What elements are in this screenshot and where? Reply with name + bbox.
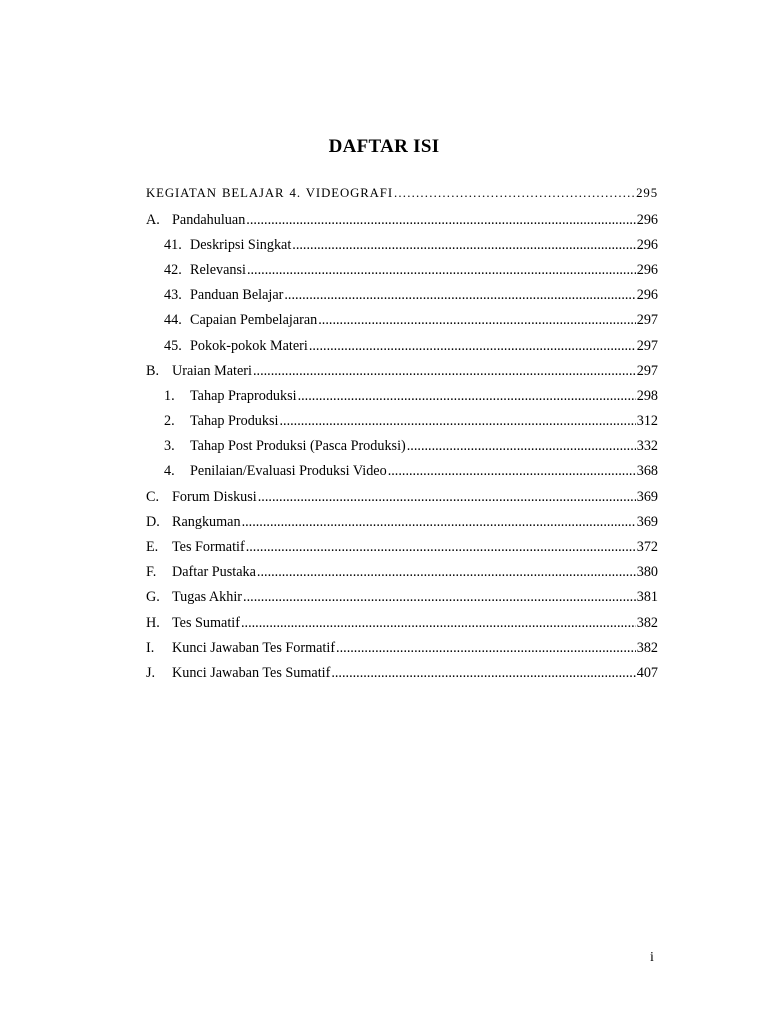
toc-entry-page: 382 bbox=[636, 639, 658, 656]
toc-entry-label: Panduan Belajar bbox=[190, 287, 284, 304]
toc-entry-number: J. bbox=[146, 664, 156, 681]
dot-leader bbox=[253, 363, 636, 380]
toc-entry-page: 296 bbox=[636, 211, 658, 228]
toc-entry[interactable] bbox=[146, 438, 658, 463]
toc-entry-label: Pokok-pokok Materi bbox=[190, 337, 308, 354]
toc-entry-number: 2. bbox=[164, 413, 175, 430]
dot-leader bbox=[257, 564, 636, 581]
toc-entry[interactable] bbox=[146, 212, 658, 237]
toc-entry-number: C. bbox=[146, 488, 160, 505]
toc-entry[interactable] bbox=[146, 615, 658, 640]
toc-entry-label: Kunci Jawaban Tes Formatif bbox=[172, 639, 336, 656]
toc-entry[interactable] bbox=[146, 665, 658, 690]
toc-entry-number: D. bbox=[146, 513, 160, 530]
toc-entry[interactable] bbox=[146, 489, 658, 514]
toc-entry[interactable] bbox=[146, 463, 658, 488]
dot-leader bbox=[258, 489, 636, 506]
toc-entry-number: E. bbox=[146, 539, 159, 556]
toc-entry[interactable] bbox=[146, 539, 658, 564]
toc-entry-number: 44. bbox=[164, 312, 182, 329]
toc-entry[interactable] bbox=[146, 388, 658, 413]
toc-entry-page: 296 bbox=[636, 261, 658, 278]
toc-entry-page: 382 bbox=[636, 614, 658, 631]
toc-entry-page: 368 bbox=[636, 463, 658, 480]
toc-entry[interactable] bbox=[146, 589, 658, 614]
dot-leader bbox=[336, 640, 636, 657]
toc-entry-number: 3. bbox=[164, 438, 175, 455]
toc-entry-page: 312 bbox=[636, 413, 658, 430]
toc-entry-page: 296 bbox=[636, 287, 658, 304]
toc-entry-page: 380 bbox=[636, 564, 658, 581]
toc-entry[interactable] bbox=[146, 564, 658, 589]
toc-entry-label: Daftar Pustaka bbox=[172, 564, 256, 581]
toc-entry-number: G. bbox=[146, 589, 160, 606]
toc-entry-page: 407 bbox=[636, 664, 658, 681]
toc-entry-label: Tes Formatif bbox=[172, 539, 245, 556]
toc-entry-label: Tahap Produksi bbox=[190, 413, 279, 430]
toc-entry-number: 1. bbox=[164, 387, 175, 404]
dot-leader bbox=[318, 312, 635, 329]
toc-entry-page: 298 bbox=[636, 387, 658, 404]
toc-entry-number: I. bbox=[146, 639, 155, 656]
toc-entry[interactable] bbox=[146, 514, 658, 539]
dot-leader bbox=[407, 438, 636, 455]
toc-entry-label: Tes Sumatif bbox=[172, 614, 240, 631]
toc-entry-label: Tugas Akhir bbox=[172, 589, 243, 606]
toc-entry-label: Deskripsi Singkat bbox=[190, 236, 292, 253]
toc-entry[interactable] bbox=[146, 262, 658, 287]
toc-entry[interactable] bbox=[146, 640, 658, 665]
toc-entry[interactable] bbox=[146, 363, 658, 388]
toc-entry-label: Tahap Praproduksi bbox=[190, 387, 297, 404]
toc-entry-page: 369 bbox=[636, 488, 658, 505]
toc-entry-label: Kunci Jawaban Tes Sumatif bbox=[172, 664, 331, 681]
toc-entry-number: 45. bbox=[164, 337, 182, 354]
toc-entry-number: F. bbox=[146, 564, 157, 581]
page-title: DAFTAR ISI bbox=[328, 136, 440, 157]
toc-entry-label: Forum Diskusi bbox=[172, 488, 257, 505]
dot-leader bbox=[292, 237, 635, 254]
toc-entry-label: Relevansi bbox=[190, 261, 246, 278]
toc-entry-number: 43. bbox=[164, 287, 182, 304]
toc-entry-page: 369 bbox=[636, 513, 658, 530]
toc-entry-page: 296 bbox=[636, 236, 658, 253]
dot-leader bbox=[331, 665, 635, 682]
toc-entry-page: 332 bbox=[636, 438, 658, 455]
dot-leader bbox=[388, 463, 636, 480]
toc-entry-number: A. bbox=[146, 211, 160, 228]
toc-entry-label: Pandahuluan bbox=[172, 211, 246, 228]
table-of-contents bbox=[146, 186, 658, 690]
toc-entry-label: Tahap Post Produksi (Pasca Produksi) bbox=[190, 438, 406, 455]
toc-entry-label: Capaian Pembelajaran bbox=[190, 312, 318, 329]
dot-leader bbox=[279, 413, 635, 430]
toc-entry-number: 42. bbox=[164, 261, 182, 278]
toc-entry[interactable] bbox=[146, 413, 658, 438]
toc-entry-number: H. bbox=[146, 614, 160, 631]
dot-leader bbox=[241, 615, 636, 632]
toc-entry-label: Penilaian/Evaluasi Produksi Video bbox=[190, 463, 387, 480]
toc-entry-label: Uraian Materi bbox=[172, 362, 252, 379]
dot-leader bbox=[246, 539, 636, 556]
dot-leader bbox=[298, 388, 636, 405]
toc-entry[interactable] bbox=[146, 312, 658, 337]
dot-leader bbox=[242, 514, 636, 531]
dot-leader bbox=[309, 338, 636, 355]
dot-leader bbox=[247, 262, 636, 279]
toc-entry[interactable] bbox=[146, 287, 658, 312]
toc-entry-page: 381 bbox=[636, 589, 658, 606]
toc-entry[interactable] bbox=[146, 237, 658, 262]
toc-entry-page: 372 bbox=[636, 539, 658, 556]
toc-chapter-page: 295 bbox=[636, 186, 658, 200]
toc-entry-page: 297 bbox=[636, 337, 658, 354]
footer-page-number: i bbox=[650, 950, 654, 965]
toc-entry-number: 4. bbox=[164, 463, 175, 480]
toc-entry-number: 41. bbox=[164, 236, 182, 253]
toc-chapter-entry[interactable] bbox=[146, 186, 658, 212]
toc-entry[interactable] bbox=[146, 338, 658, 363]
dot-leader bbox=[246, 212, 635, 229]
toc-entry-page: 297 bbox=[636, 362, 658, 379]
toc-entry-label: Rangkuman bbox=[172, 513, 241, 530]
toc-chapter-label: KEGIATAN BELAJAR 4. VIDEOGRAFI bbox=[146, 186, 393, 200]
toc-entry-number: B. bbox=[146, 362, 160, 379]
dot-leader bbox=[243, 589, 636, 606]
dot-leader bbox=[284, 287, 635, 304]
dot-leader bbox=[394, 186, 635, 201]
toc-entry-page: 297 bbox=[636, 312, 658, 329]
